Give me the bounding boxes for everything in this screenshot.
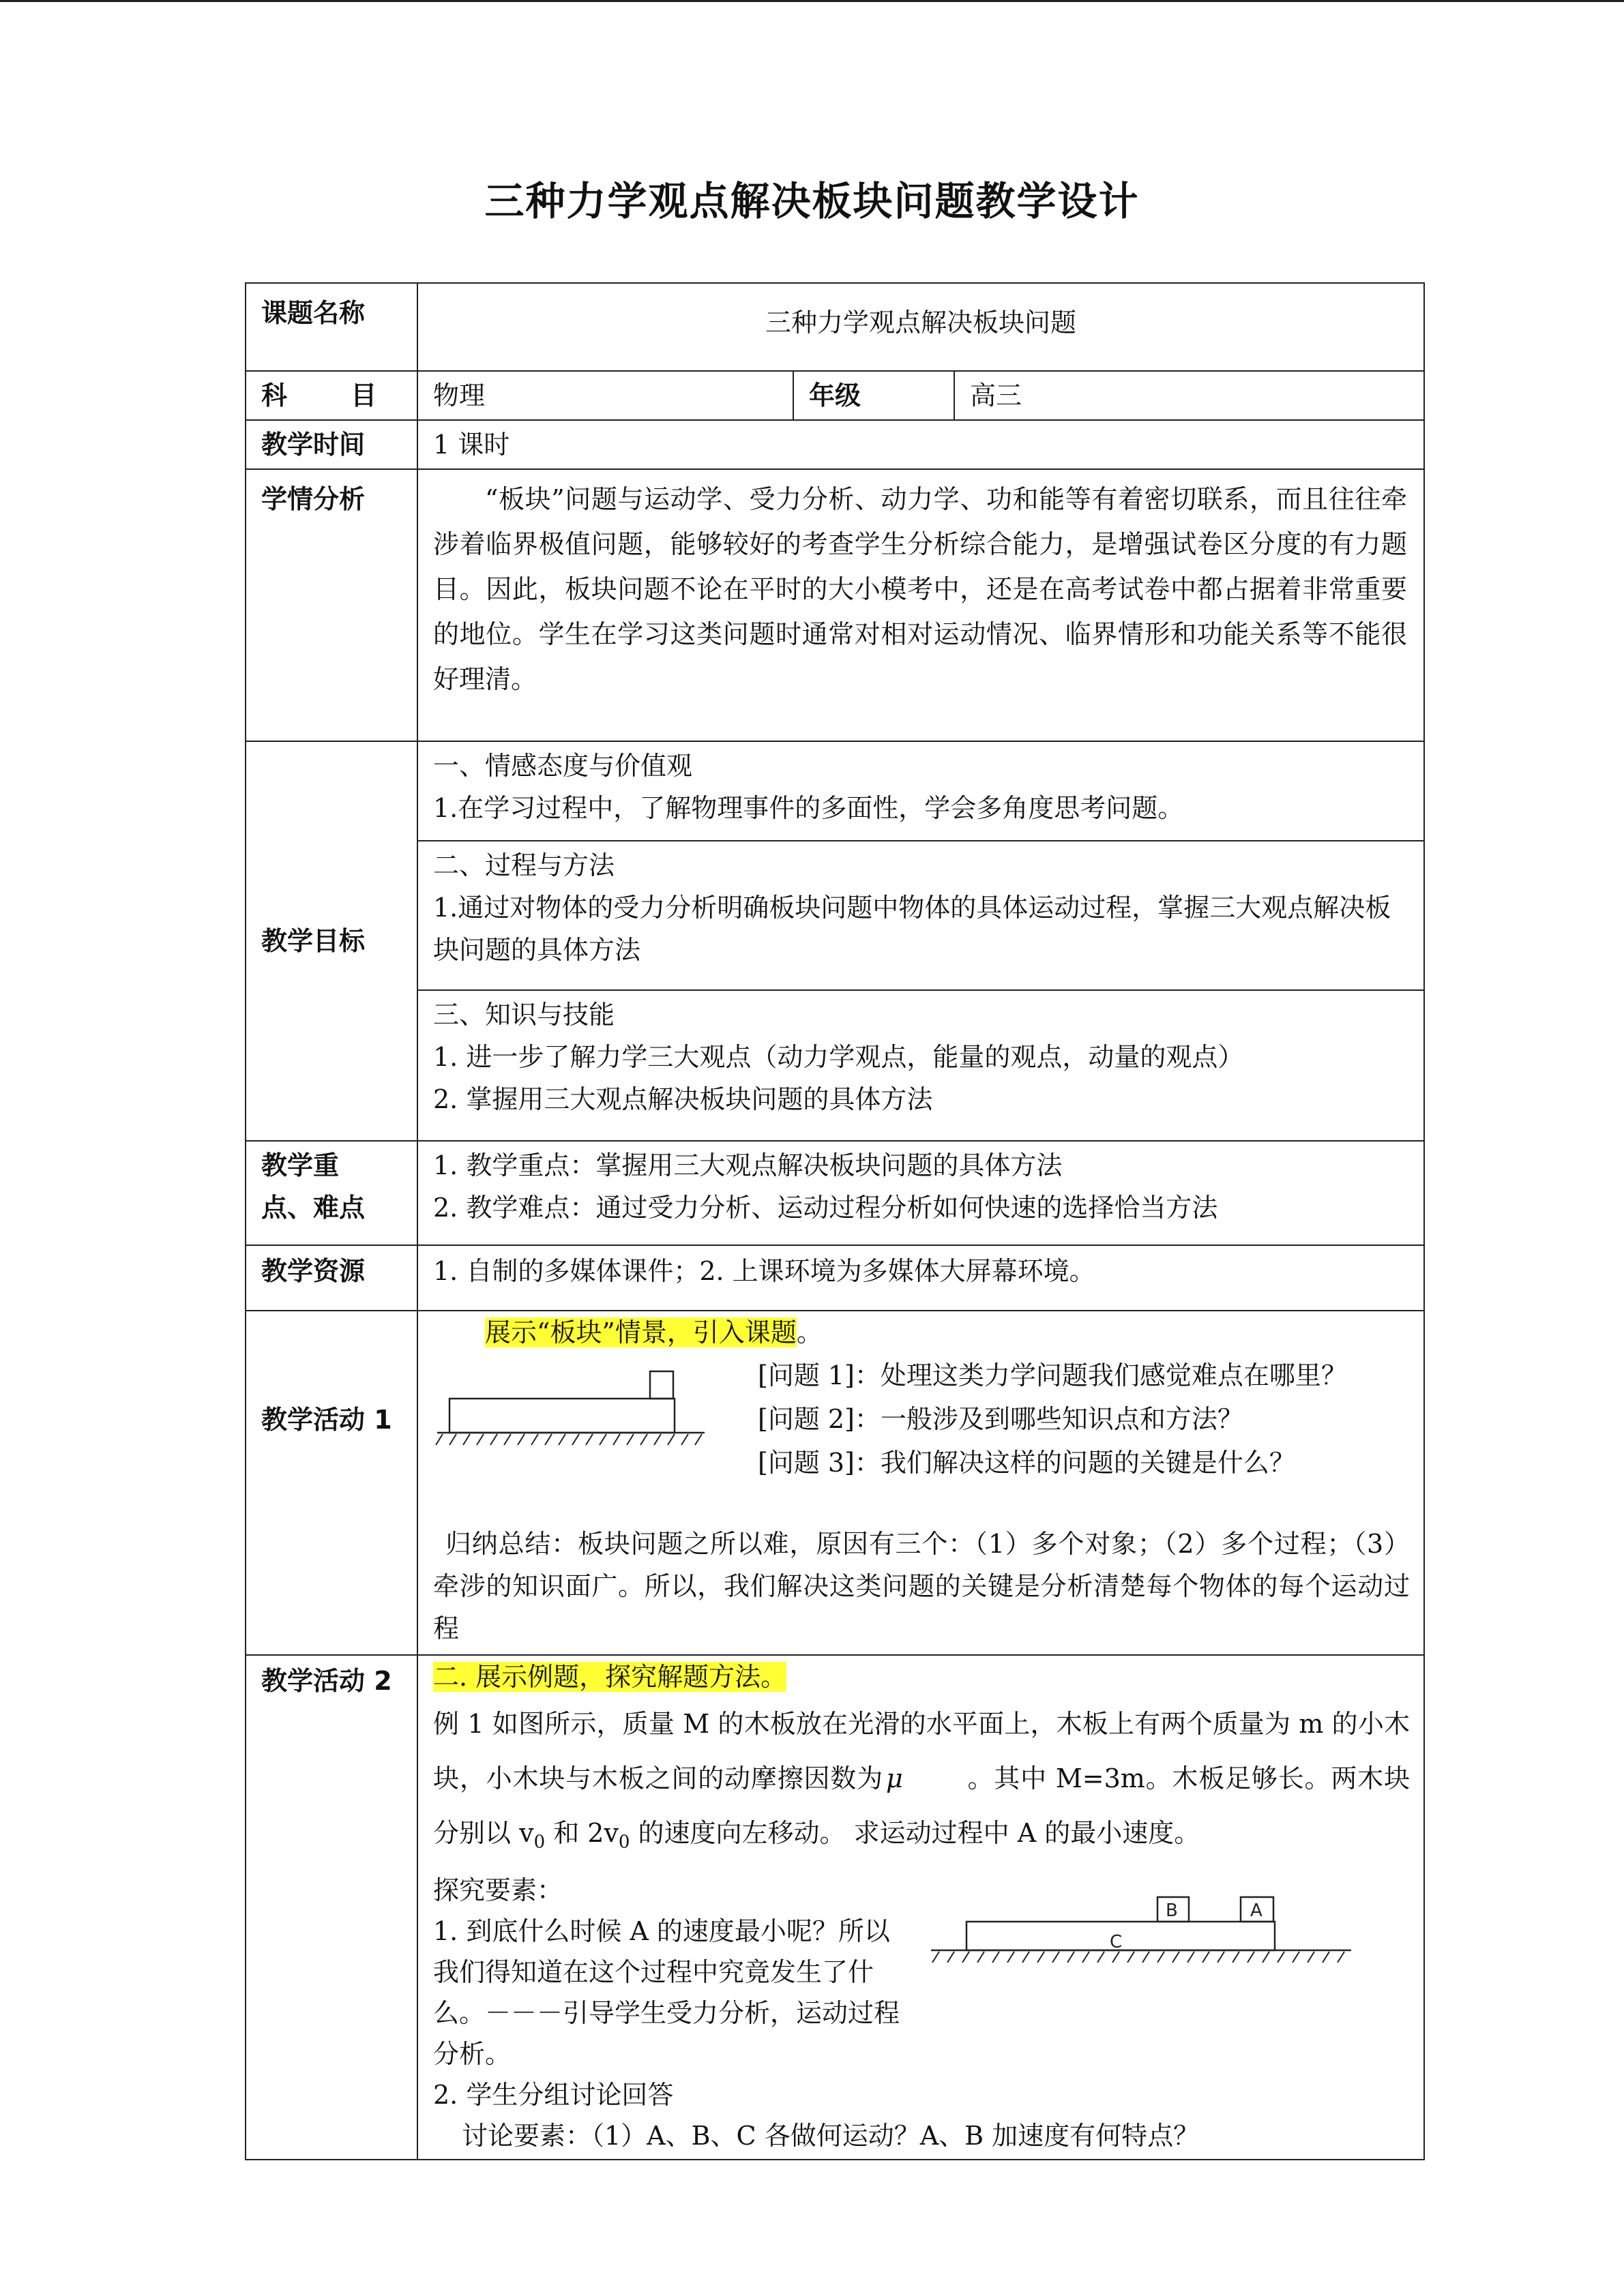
board-block-figure <box>433 1351 720 1446</box>
objective-section-2-item: 1.通过对物体的受力分析明确板块问题中物体的具体运动过程，掌握三大观点解决板块问题的具体方法 <box>433 893 1391 965</box>
key-points-label <box>246 1141 417 1245</box>
lesson-plan-table <box>245 282 1425 2160</box>
activity-1-label: 教学活动 1 <box>246 1311 417 1655</box>
objective-section-3-item-1: 1. 进一步了解力学三大观点（动力学观点，能量的观点，动量的观点） <box>433 1042 1244 1072</box>
row-objective-1 <box>246 741 1424 841</box>
discussion-points: 讨论要素：（1）A、B、C 各做何运动？A、B 加速度有何特点？ <box>462 2120 1200 2151</box>
time-label: 教学时间 <box>246 420 417 469</box>
row-objective-2 <box>246 841 1424 990</box>
activity-2-heading-highlight: 二. 展示例题，探究解题方法。 <box>433 1662 787 1692</box>
v0-subscript-2: 0 <box>618 1832 630 1853</box>
mu-symbol: μ <box>885 1763 903 1793</box>
key-points-label-line-2: 点、难点 <box>261 1193 366 1223</box>
ground-hatching <box>436 1434 702 1445</box>
row-topic <box>246 283 1424 371</box>
label-a: A <box>1250 1900 1263 1921</box>
explore-item-2: 2. 学生分组讨论回答 <box>433 2079 674 2110</box>
topic-label: 课题名称 <box>246 283 417 371</box>
grade-label: 年级 <box>793 371 954 420</box>
question-2: [问题 2]：一般涉及到哪些知识点和方法？ <box>758 1404 1243 1434</box>
example-1-figure <box>928 1892 1365 1967</box>
row-activity-1 <box>246 1311 1424 1655</box>
analysis-label: 学情分析 <box>246 469 417 741</box>
explore-heading: 探究要素： <box>433 1875 563 1905</box>
topic-value: 三种力学观点解决板块问题 <box>417 283 1424 371</box>
label-c: C <box>1110 1932 1123 1952</box>
label-b: B <box>1166 1900 1178 1921</box>
example-1-part-1: 例 1 如图所示，质量 M 的木板放在光滑的水平面上，木板上有两个质量为 m 的小木块，小木块与木板之间的动摩擦因数为 <box>433 1709 1410 1793</box>
question-1: [问题 1]：处理这类力学问题我们感觉难点在哪里？ <box>758 1360 1347 1390</box>
document-title: 三种力学观点解决板块问题教学设计 <box>484 178 1140 224</box>
objective-section-3-heading: 三、知识与技能 <box>433 1000 615 1030</box>
objectives-label: 教学目标 <box>246 741 417 1141</box>
board-shape <box>449 1399 675 1433</box>
time-value: 1 课时 <box>417 420 1424 469</box>
row-key-points <box>246 1141 1424 1245</box>
example-1-part-2: 。其中 M=3m。木板足够长。两木块分别以 v <box>433 1763 1410 1848</box>
subject-value: 物理 <box>417 371 793 420</box>
top-border-line <box>0 0 1624 2</box>
difficult-point-item: 2. 教学难点：通过受力分析、运动过程分析如何快速的选择恰当方法 <box>433 1193 1218 1223</box>
row-analysis <box>246 469 1424 741</box>
activity-2-heading <box>433 1657 1410 1697</box>
explore-item-1: 1. 到底什么时候 A 的速度最小呢？所以我们得知道在这个过程中究竟发生了什么。－－－引导学生受力分析，运动过程分析。 <box>433 1915 900 2069</box>
objective-section-1-item: 1.在学习过程中，了解物理事件的多面性，学会多角度思考问题。 <box>433 793 1184 823</box>
activity-1-intro <box>433 1311 1410 1354</box>
resources-text: 1. 自制的多媒体课件；2. 上课环境为多媒体大屏幕环境。 <box>417 1245 1424 1311</box>
key-points-label-line-1: 教学重 <box>261 1150 340 1180</box>
row-resources <box>246 1245 1424 1311</box>
ground-hatching-2 <box>932 1952 1344 1963</box>
objective-section-2-heading: 二、过程与方法 <box>433 850 615 880</box>
row-time <box>246 420 1424 469</box>
v0-subscript: 0 <box>533 1832 546 1853</box>
resources-label: 教学资源 <box>246 1245 417 1311</box>
grade-value: 高三 <box>954 371 1424 420</box>
row-objective-3 <box>246 990 1424 1141</box>
activity-2-label: 教学活动 2 <box>246 1655 417 2160</box>
row-activity-2 <box>246 1655 1424 2160</box>
example-1-part-3: 和 2v <box>545 1818 619 1848</box>
row-subject <box>246 371 1424 420</box>
analysis-text: “板块”问题与运动学、受力分析、动力学、功和能等有着密切联系，而且往往牵涉着临界极值问题，能够较好的考查学生分析综合能力，是增强试卷区分度的有力题目。因此，板块问题不论在平时的大小模考中，还是在高考试卷中都占据着非常重要的地位。学生在学习这类问题时通常对相对运动情况、临界情形和功能关系等不能很好理清。 <box>433 484 1407 694</box>
activity-1-questions <box>758 1354 1410 1485</box>
question-3: [问题 3]：我们解决这样的问题的关键是什么？ <box>758 1448 1295 1478</box>
example-1-part-4: 的速度向左移动。 求运动过程中 A 的最小速度。 <box>630 1818 1200 1848</box>
activity-1-intro-tail: 。 <box>796 1317 823 1347</box>
activity-1-intro-highlight: 展示“板块”情景，引入课题 <box>485 1317 797 1347</box>
objective-section-1-heading: 一、情感态度与价值观 <box>433 751 693 781</box>
objective-section-3-item-2: 2. 掌握用三大观点解决板块问题的具体方法 <box>433 1084 933 1114</box>
example-1-text <box>433 1697 1410 1870</box>
block-shape <box>650 1371 673 1399</box>
activity-1-summary: 归纳总结：板块问题之所以难，原因有三个：（1）多个对象；（2）多个过程；（3）牵涉的知识面广。所以，我们解决这类问题的关键是分析清楚每个物体的每个运动过程 <box>433 1529 1410 1643</box>
key-point-item: 1. 教学重点：掌握用三大观点解决板块问题的具体方法 <box>433 1150 1063 1180</box>
subject-label: 科 目 <box>246 371 417 420</box>
